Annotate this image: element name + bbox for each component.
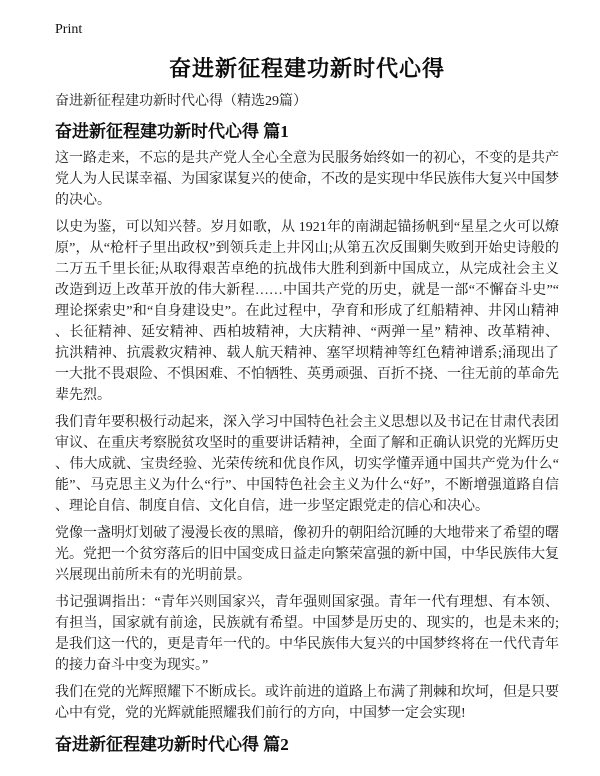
paragraph: 书记强调指出：“青年兴则国家兴，青年强则国家强。青年一代有理想、有本领、有担当，国家就有前途，民族就有希望。中国梦是历史的、现实的，也是未来的;是我们这一代的，更是青年一代的。中华民族伟大复兴的中国梦终将在一代代青年的接力奋斗中变为现实。” xyxy=(55,595,559,673)
section-1-heading: 奋进新征程建功新时代心得 篇1 xyxy=(55,122,289,141)
document-subtitle: 奋进新征程建功新时代心得（精选29篇） xyxy=(55,94,307,109)
page-title: 奋进新征程建功新时代心得 xyxy=(168,56,445,81)
section-2-heading: 奋进新征程建功新时代心得 篇2 xyxy=(55,735,289,754)
paragraph: 党像一盏明灯划破了漫漫长夜的黑暗，像初升的朝阳给沉睡的大地带来了希望的曙光。党把一个贫穷落后的旧中国变成日益走向繁荣富强的新中国，中华民族伟大复兴展现出前所未有的光明前景。 xyxy=(55,526,559,583)
paragraph: 我们在党的光辉照耀下不断成长。或许前进的道路上布满了荆棘和坎坷，但是只要心中有党，党的光辉就能照耀我们前行的方向，中国梦一定会实现! xyxy=(55,685,559,721)
paragraph: 以史为鉴，可以知兴替。岁月如歌，从 1921年的南湖起锚扬帆到“星星之火可以燎原”，从“枪杆子里出政权”到领兵走上井冈山;从第五次反围剿失败到开始史诗般的二万五千里长征;从取得艰苦卓绝的抗战伟大胜利到新中国成立，从完成社会主义改造到迈上改革开放的伟大新程……中国共产党的历史，就是一部“不懈奋斗史”“理论探索史”和“自身建设史”。在此过程中，孕育和形成了红船精神、井冈山精神、长征精神、延安精神、西柏坡精神，大庆精神、“两弹一星” 精神、改革精神、抗洪精神、抗震救灾精神、载人航天精神、塞罕坝精神等红色精神谱系;涌现出了一大批不畏艰险、不惧困难、不怕牺牲、英勇顽强、百折不挠、一往无前的革命先辈先烈。 xyxy=(55,220,559,403)
paragraph: 这一路走来，不忘的是共产党人全心全意为民服务始终如一的初心，不变的是共产党人为人民谋幸福、为国家谋复兴的使命，不改的是实现中华民族伟大复兴中国梦的决心。 xyxy=(55,151,559,208)
paragraph: 我们青年要积极行动起来，深入学习中国特色社会主义思想以及书记在甘肃代表团审议、在重庆考察脱贫攻坚时的重要讲话精神，全面了解和正确认识党的光辉历史、伟大成就、宝贵经验、光荣传统和优良作风，切实学懂弄通中国共产党为什么“能”、马克思主义为什么“行”、中国特色社会主义为什么“好”，不断增强道路自信、理论自信、制度自信、文化自信，进一步坚定跟党走的信心和决心。 xyxy=(55,415,559,514)
print-button[interactable]: Print xyxy=(55,22,83,37)
